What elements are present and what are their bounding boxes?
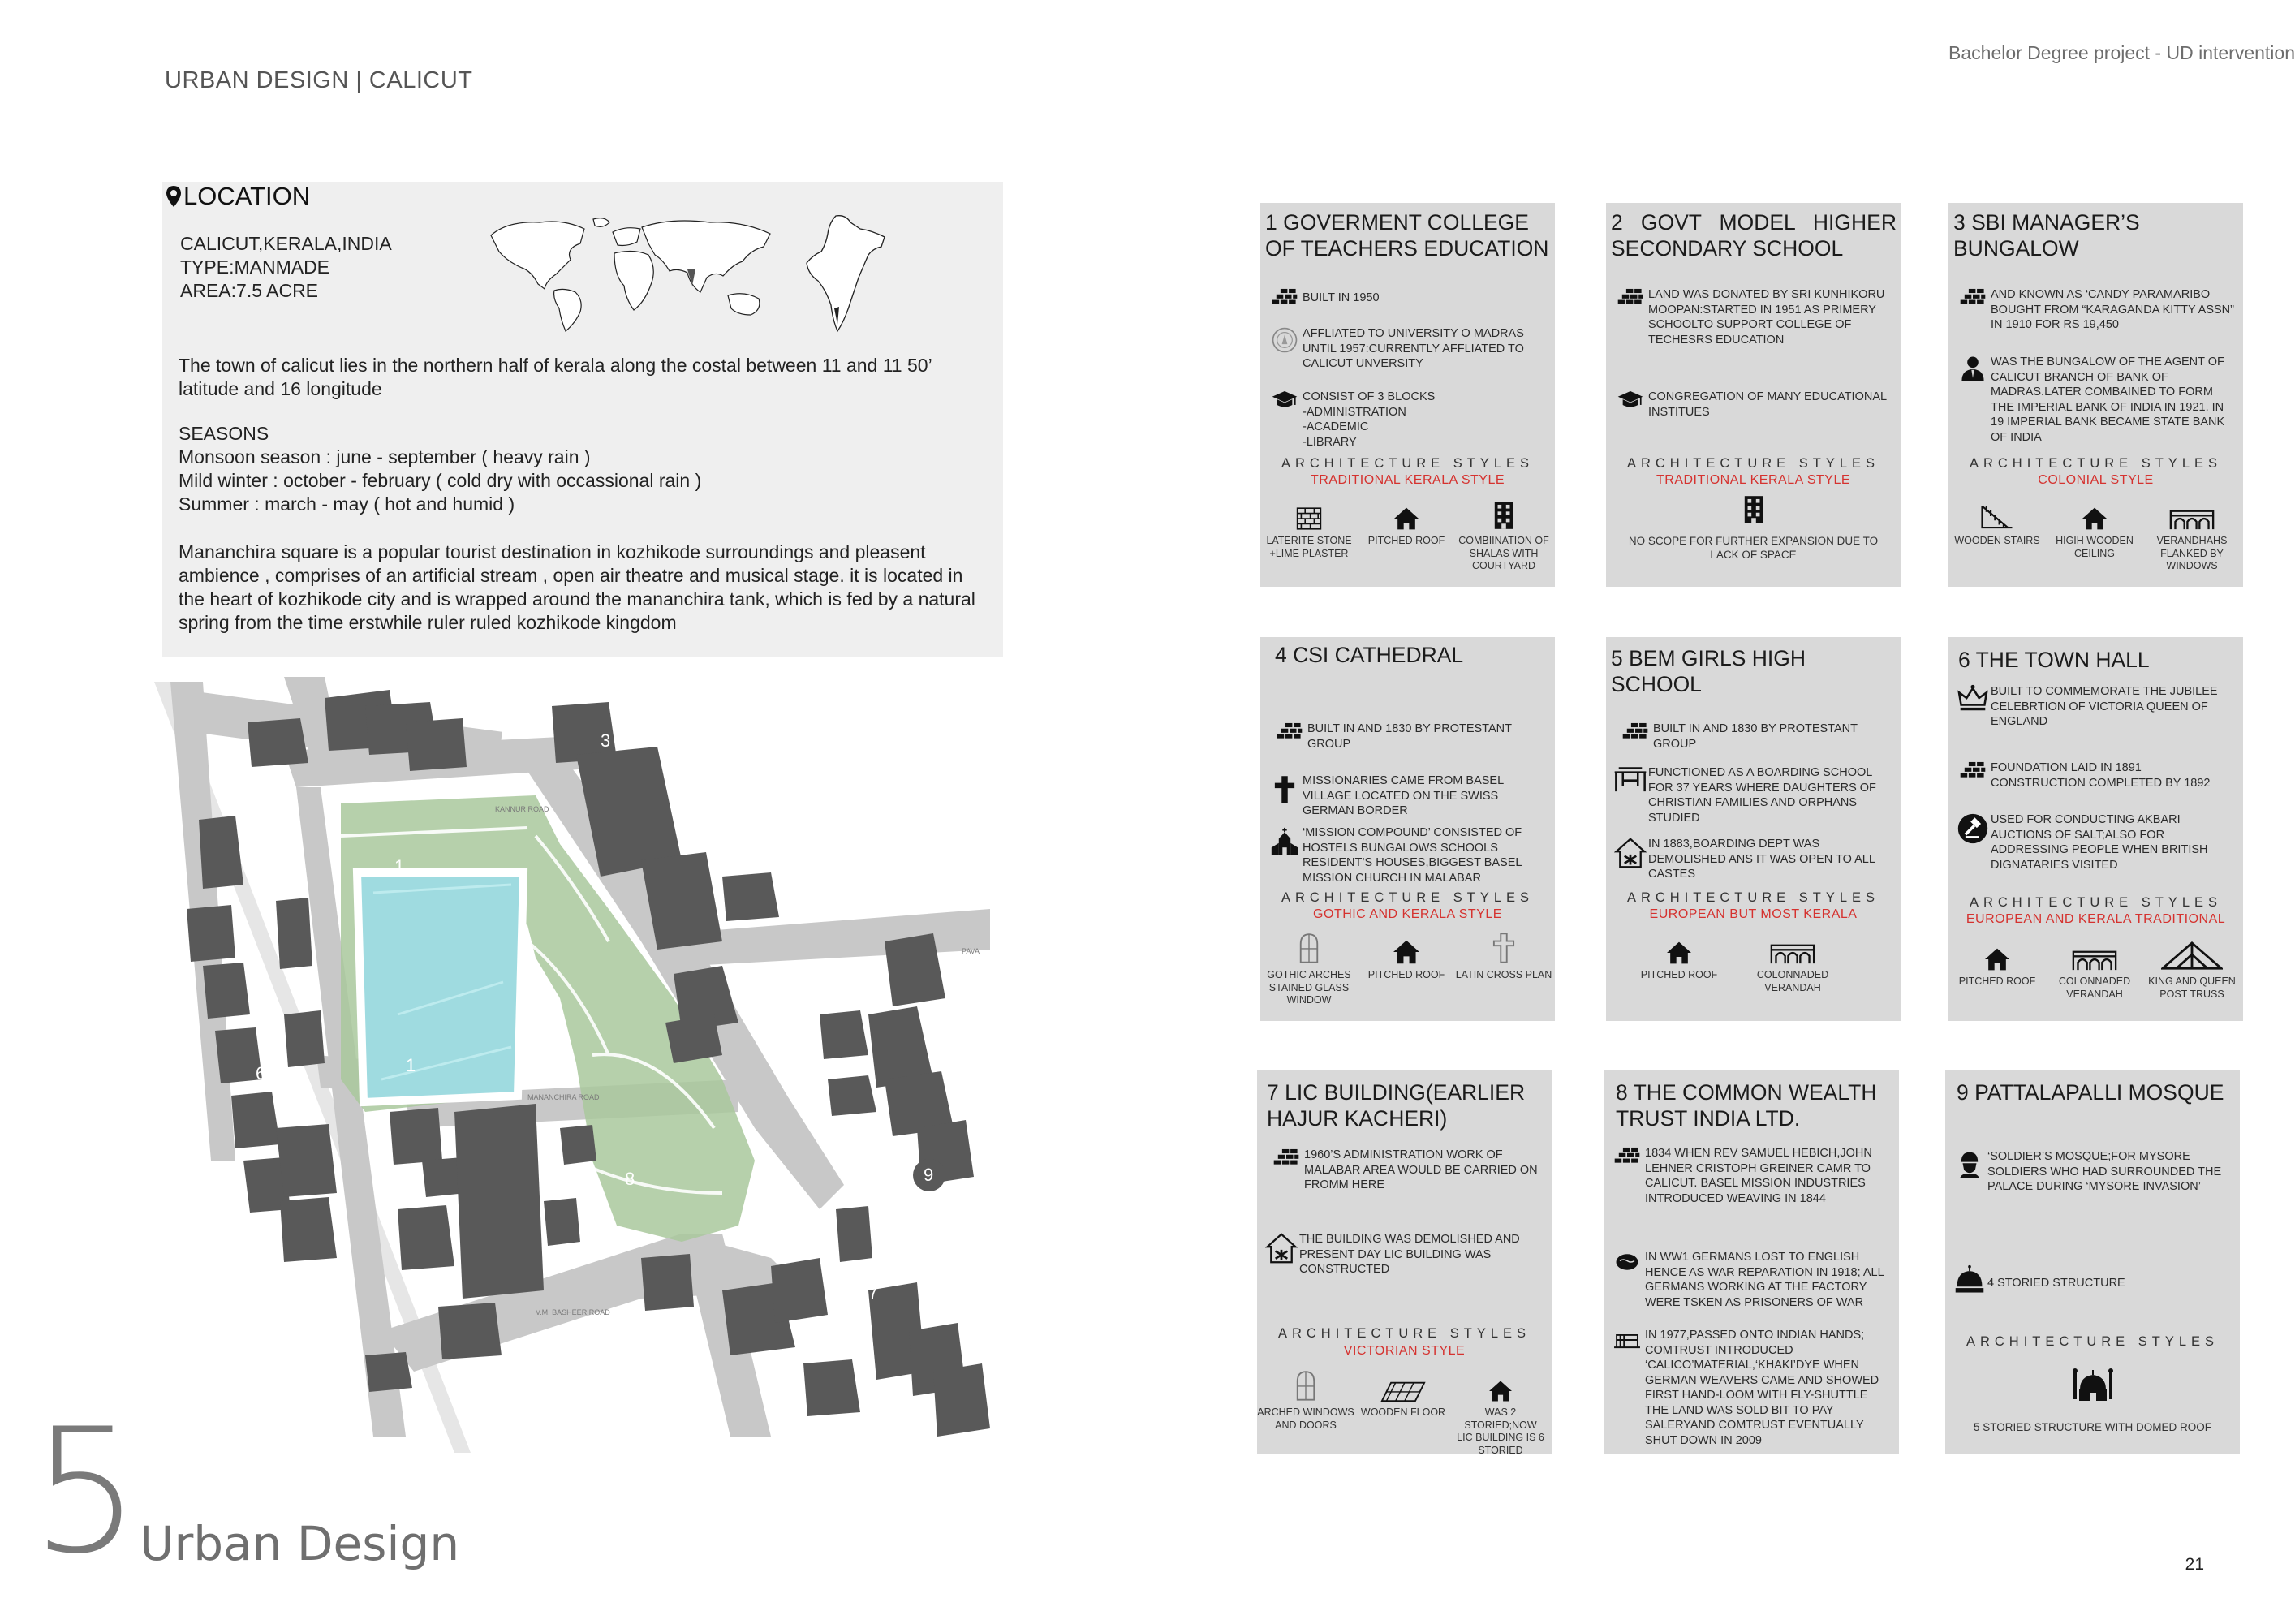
fact-item: FOUNDATION LAID IN 1891 CONSTRUCTION COMPLETED BY 1892	[1955, 760, 2235, 790]
fact-item: AND KNOWN AS ‘CANDY PARAMARIBO BOUGHT FROM “KARAGANDA KITTY ASSN” IN 1910 FOR RS 19,450	[1955, 287, 2235, 333]
chapter-number: 5	[31, 1391, 140, 1592]
svg-text:5: 5	[787, 820, 798, 840]
arch-styles-heading: ARCHITECTURE STYLES	[1281, 890, 1535, 905]
house-icon	[1488, 1380, 1513, 1402]
mananchira-description: Mananchira square is a popular tourist destination in kozhikode surroundings and pleasent ambience , comprises of an artificial stream , open air theatre and musical stage. it is located in the heart of kozhikode city and is wrapped around the mananchira tank, which is fed by a natural spring from the time erstwhile ruler ruled kozhikode kingdom	[179, 541, 975, 633]
season-summer: Summer : march - may ( hot and humid )	[179, 493, 515, 515]
card-commonwealth-trust	[1604, 1070, 1899, 1454]
svg-text:9: 9	[924, 1165, 934, 1185]
feature-label: 5 STORIED STRUCTURE WITH DOMED ROOF	[1973, 1421, 2211, 1433]
location-heading	[166, 182, 310, 211]
demolish-house-icon	[1614, 837, 1647, 869]
building-icon-wrap	[1606, 493, 1901, 526]
fact-item: 4 STORIED STRUCTURE	[1952, 1264, 2236, 1297]
season-monsoon: Monsoon season : june - september ( heavy rain )	[179, 446, 591, 467]
feature-item: WOODEN STAIRS	[1948, 493, 2046, 548]
bricks-icon	[1621, 722, 1649, 743]
graduation-cap-icon	[1271, 390, 1298, 411]
fact-item: ‘MISSION COMPOUND’ CONSISTED OF HOSTELS BUNGALOWS SCHOOLS RESIDENT’S HOUSES,BIGGEST BASEL MISSION CHURCH IN MALABAR	[1267, 825, 1547, 885]
arch-style-value: EUROPEAN BUT MOST KERALA	[1649, 907, 1858, 921]
arch-style-value: TRADITIONAL KERALA STYLE	[1656, 473, 1851, 487]
feature-item: PITCHED ROOF	[1630, 928, 1728, 982]
school-desk-icon	[1613, 765, 1647, 793]
location-description: The town of calicut lies in the northern half of kerala along the costal between 11 and 11 50’ latitude and 16 longitude	[179, 355, 932, 399]
fact-item: IN WW1 GERMANS LOST TO ENGLISH HENCE AS WAR REPARATION IN 1918; ALL GERMANS WORKING AT THE FACTORY WERE TSKEN AS PRISONERS OF WAR	[1609, 1250, 1893, 1310]
handloom-icon	[1612, 1328, 1643, 1352]
church-icon	[1270, 825, 1299, 858]
location-meta	[180, 232, 392, 303]
svg-text:7: 7	[868, 1282, 879, 1303]
fact-item: BUILT IN AND 1830 BY PROTESTANT GROUP	[1617, 722, 1893, 752]
season-winter: Mild winter : october - february ( cold dry with occassional rain )	[179, 470, 702, 491]
card-title: 6 THE TOWN HALL	[1958, 648, 2150, 672]
india-map-image	[803, 213, 893, 334]
fact-item: CONSIST OF 3 BLOCKS -ADMINISTRATION -ACADEMIC -LIBRARY	[1267, 390, 1543, 450]
mosque-icon	[2069, 1367, 2117, 1402]
mosque-icon-wrap	[1945, 1367, 2240, 1402]
pitched-roof-icon	[1393, 506, 1420, 531]
card-lic-building	[1257, 1070, 1552, 1454]
fact-item: FUNCTIONED AS A BOARDING SCHOOL FOR 37 YEARS WHERE DAUGHTERS OF CHRISTIAN FAMILIES AND ORPHANS STUDIED	[1613, 765, 1892, 825]
arch-styles-heading: ARCHITECTURE STYLES	[1969, 895, 2223, 910]
svg-text:V.M. BASHEER ROAD: V.M. BASHEER ROAD	[536, 1308, 610, 1316]
svg-text:4: 4	[738, 722, 749, 743]
site-map	[154, 674, 990, 1453]
card-title: 8 THE COMMON WEALTH TRUST INDIA LTD.	[1616, 1080, 1877, 1131]
feature-item: PITCHED ROOF	[1358, 928, 1455, 982]
fact-item: ‘SOLDIER’S MOSQUE;FOR MYSORE SOLDIERS WHO HAD SURROUNDED THE PALACE DURING ‘MYSORE INVASION’	[1952, 1149, 2236, 1195]
project-label: Bachelor Degree project - UD intervention	[1948, 42, 2295, 63]
arch-styles-heading: ARCHITECTURE STYLES	[1626, 890, 1880, 905]
card-title: 7 LIC BUILDING(EARLIER HAJUR KACHERI)	[1267, 1080, 1526, 1131]
arch-style-value: GOTHIC AND KERALA STYLE	[1313, 907, 1502, 921]
colonnade-icon	[2169, 508, 2215, 531]
globe-icon	[1613, 1250, 1641, 1274]
svg-text:2: 2	[260, 864, 270, 885]
businessman-icon	[1959, 355, 1987, 382]
card-bem-school	[1606, 637, 1901, 1021]
house-icon	[2081, 506, 2108, 531]
svg-text:6: 6	[256, 1063, 266, 1083]
colonnade-icon	[1769, 942, 1816, 965]
wooden-floor-icon	[1380, 1380, 1426, 1402]
arch-style-value: TRADITIONAL KERALA STYLE	[1310, 473, 1505, 487]
feature-item: VERANDHAHS FLANKED BY WINDOWS	[2143, 493, 2241, 573]
svg-text:KANNUR ROAD: KANNUR ROAD	[495, 805, 549, 813]
arch-styles-heading: ARCHITECTURE STYLES	[1626, 456, 1880, 471]
arch-style-value: VICTORIAN STYLE	[1343, 1344, 1466, 1358]
page-number: 21	[2185, 1555, 2204, 1574]
svg-text:PAVA: PAVA	[962, 947, 980, 955]
arch-styles-heading: ARCHITECTURE STYLES	[1281, 456, 1535, 471]
feature-item: LATIN CROSS PLAN	[1455, 928, 1552, 982]
fact-item: LAND WAS DONATED BY SRI KUNHIKORU MOOPAN:STARTED IN 1951 AS PRIMERY SCHOOLTO SUPPORT COLLEGE OF TECHESRS EDUCATION	[1613, 287, 1888, 347]
building-icon	[1742, 493, 1765, 526]
bricks-icon	[1613, 1146, 1641, 1167]
svg-text:1: 1	[394, 856, 405, 877]
fact-item: MISSIONARIES CAME FROM BASEL VILLAGE LOCATED ON THE SWISS GERMAN BORDER	[1267, 773, 1547, 819]
dome-icon	[1953, 1264, 1986, 1297]
bricks-icon	[1959, 287, 1987, 308]
pitched-roof-icon	[1392, 939, 1421, 965]
cross-icon	[1273, 773, 1296, 806]
feature-item: PITCHED ROOF	[1948, 934, 2046, 989]
bricks-icon	[1271, 287, 1298, 308]
crown-icon	[1957, 684, 1988, 712]
pitched-roof-icon	[1665, 941, 1693, 965]
latin-cross-icon	[1492, 931, 1515, 965]
svg-text:MANANCHIRA ROAD: MANANCHIRA ROAD	[527, 1093, 600, 1101]
card-pattalapalli-mosque	[1945, 1070, 2240, 1454]
arch-style-value: COLONIAL STYLE	[2038, 473, 2154, 487]
arched-window-icon	[1294, 1368, 1317, 1402]
seasons-heading: SEASONS	[179, 423, 269, 444]
card-title: 2 GOVT MODEL HIGHER SECONDARY SCHOOL	[1611, 210, 1897, 261]
svg-text:8: 8	[625, 1169, 635, 1189]
arch-styles-heading: ARCHITECTURE STYLES	[1969, 456, 2223, 471]
svg-text:3: 3	[601, 730, 611, 751]
auction-gavel-icon	[1957, 812, 1989, 845]
fact-item: 1834 WHEN REV SAMUEL HEBICH,JOHN LEHNER CRISTOPH GREINER CAMR TO CALICUT. BASEL MISSION INDUSTRIES INTRODUCED WEAVING IN 1844	[1609, 1146, 1893, 1206]
note-text: NO SCOPE FOR FURTHER EXPANSION DUE TO LACK OF SPACE	[1628, 535, 1879, 561]
fact-item: WAS THE BUNGALOW OF THE AGENT OF CALICUT BRANCH OF BANK OF MADRAS.LATER COMBAINED TO FORM THE IMPERIAL BANK OF INDIA IN 1921. IN 19 IMPERIAL BANK BECAME STATE BANK OF INDIA	[1955, 355, 2235, 445]
location-panel	[162, 182, 1003, 657]
card-title: 3 SBI MANAGER’S BUNGALOW	[1953, 210, 2140, 261]
card-teachers-college	[1260, 203, 1555, 587]
feature-item: GOTHIC ARCHES STAINED GLASS WINDOW	[1260, 928, 1358, 1007]
chapter-title: Urban Design	[140, 1516, 460, 1571]
fact-item: IN 1883,BOARDING DEPT WAS DEMOLISHED ANS IT WAS OPEN TO ALL CASTES	[1613, 837, 1892, 882]
section-heading: URBAN DESIGN | CALICUT	[165, 67, 473, 93]
university-seal-icon	[1271, 326, 1298, 354]
feature-item: COLONNADED VERANDAH	[1744, 928, 1841, 994]
feature-item: WAS 2 STORIED;NOW LIC BUILDING IS 6 STORIED	[1456, 1365, 1545, 1454]
feature-item: COLONNADED VERANDAH	[2046, 934, 2143, 1001]
card-sbi-bungalow	[1948, 203, 2243, 587]
feature-item: HIGIH WOODEN CEILING	[2046, 493, 2143, 560]
fact-item: BUILT IN 1950	[1267, 287, 1543, 308]
feature-item: LATERITE STONE +LIME PLASTER	[1260, 493, 1358, 560]
feature-item: ARCHED WINDOWS AND DOORS	[1257, 1365, 1354, 1432]
pitched-roof-icon	[1983, 947, 2011, 971]
stairs-icon	[1979, 502, 2015, 531]
card-title: 9 PATTALAPALLI MOSQUE	[1957, 1080, 2224, 1105]
location-title: LOCATION	[183, 182, 311, 210]
feature-item: COMBIINATION OF SHALAS WITH COURTYARD	[1455, 493, 1552, 573]
fact-item: CONGREGATION OF MANY EDUCATIONAL INSTITUES	[1613, 390, 1888, 420]
fact-item: THE BUILDING WAS DEMOLISHED AND PRESENT DAY LIC BUILDING WAS CONSTRUCTED	[1264, 1232, 1548, 1277]
fact-item: USED FOR CONDUCTING AKBARI AUCTIONS OF SALT;ALSO FOR ADDRESSING PEOPLE WHEN BRITISH DIGNATARIES VISITED	[1955, 812, 2235, 872]
card-town-hall	[1948, 637, 2243, 1021]
fact-item: BUILT IN AND 1830 BY PROTESTANT GROUP	[1272, 722, 1548, 752]
bricks-icon	[1617, 287, 1644, 308]
arch-styles-heading: ARCHITECTURE STYLES	[1277, 1326, 1531, 1341]
map-pin-icon	[166, 185, 182, 208]
bricks-icon	[1959, 760, 1987, 782]
card-csi-cathedral	[1260, 637, 1555, 1021]
arch-style-value: EUROPEAN AND KERALA TRADITIONAL	[1966, 912, 2226, 926]
bricks-icon	[1272, 1148, 1300, 1169]
fact-item: BUILT TO COMMEMORATE THE JUBILEE CELEBRTION OF VICTORIA QUEEN OF ENGLAND	[1955, 684, 2235, 730]
fact-item: IN 1977,PASSED ONTO INDIAN HANDS; COMTRUST INTRODUCED ‘CALICO’MATERIAL,‘KHAKI’DYE WHEN GERMAN WEAVERS CAME AND SHOWED FIRST HAND-LOOM WITH FLY-SHUTTLE THE LAND WAS SOLD BIT TO PAY SALERYAND COMTRUST EVENTUALLY SHUT DOWN IN 2009	[1609, 1328, 1893, 1448]
building-icon	[1492, 500, 1515, 531]
feature-item: WOODEN FLOOR	[1354, 1365, 1452, 1419]
fact-item: 1960’S ADMINISTRATION WORK OF MALABAR AREA WOULD BE CARRIED ON FROMM HERE	[1268, 1148, 1544, 1193]
arch-styles-heading: ARCHITECTURE STYLES	[1966, 1334, 2220, 1349]
soldier-icon	[1956, 1149, 1983, 1180]
feature-item: PITCHED ROOF	[1358, 493, 1455, 548]
card-title: 4 CSI CATHEDRAL	[1275, 643, 1464, 667]
card-title: 1 GOVERMENT COLLEGE OF TEACHERS EDUCATION	[1265, 210, 1549, 261]
graduation-cap-icon	[1617, 390, 1644, 411]
wall-icon	[1296, 506, 1322, 531]
bricks-icon	[1276, 722, 1303, 743]
roof-truss-icon	[2161, 941, 2223, 971]
colonnade-icon	[2071, 949, 2118, 971]
gothic-arch-icon	[1298, 931, 1320, 965]
fact-item: AFFLIATED TO UNIVERSITY O MADRAS UNTIL 1957:CURRENTLY AFFLIATED TO CALICUT UNVERSITY	[1267, 326, 1543, 372]
location-place: CALICUT,KERALA,INDIA	[180, 233, 392, 254]
location-type: TYPE:MANMADE	[180, 256, 330, 278]
demolish-house-icon	[1265, 1232, 1298, 1264]
card-title: 5 BEM GIRLS HIGH SCHOOL	[1611, 646, 1806, 696]
location-area: AREA:7.5 ACRE	[180, 280, 319, 301]
feature-item: KING AND QUEEN POST TRUSS	[2143, 934, 2241, 1001]
svg-text:1: 1	[406, 1055, 416, 1075]
world-map-image	[475, 211, 791, 333]
card-model-school	[1606, 203, 1901, 587]
